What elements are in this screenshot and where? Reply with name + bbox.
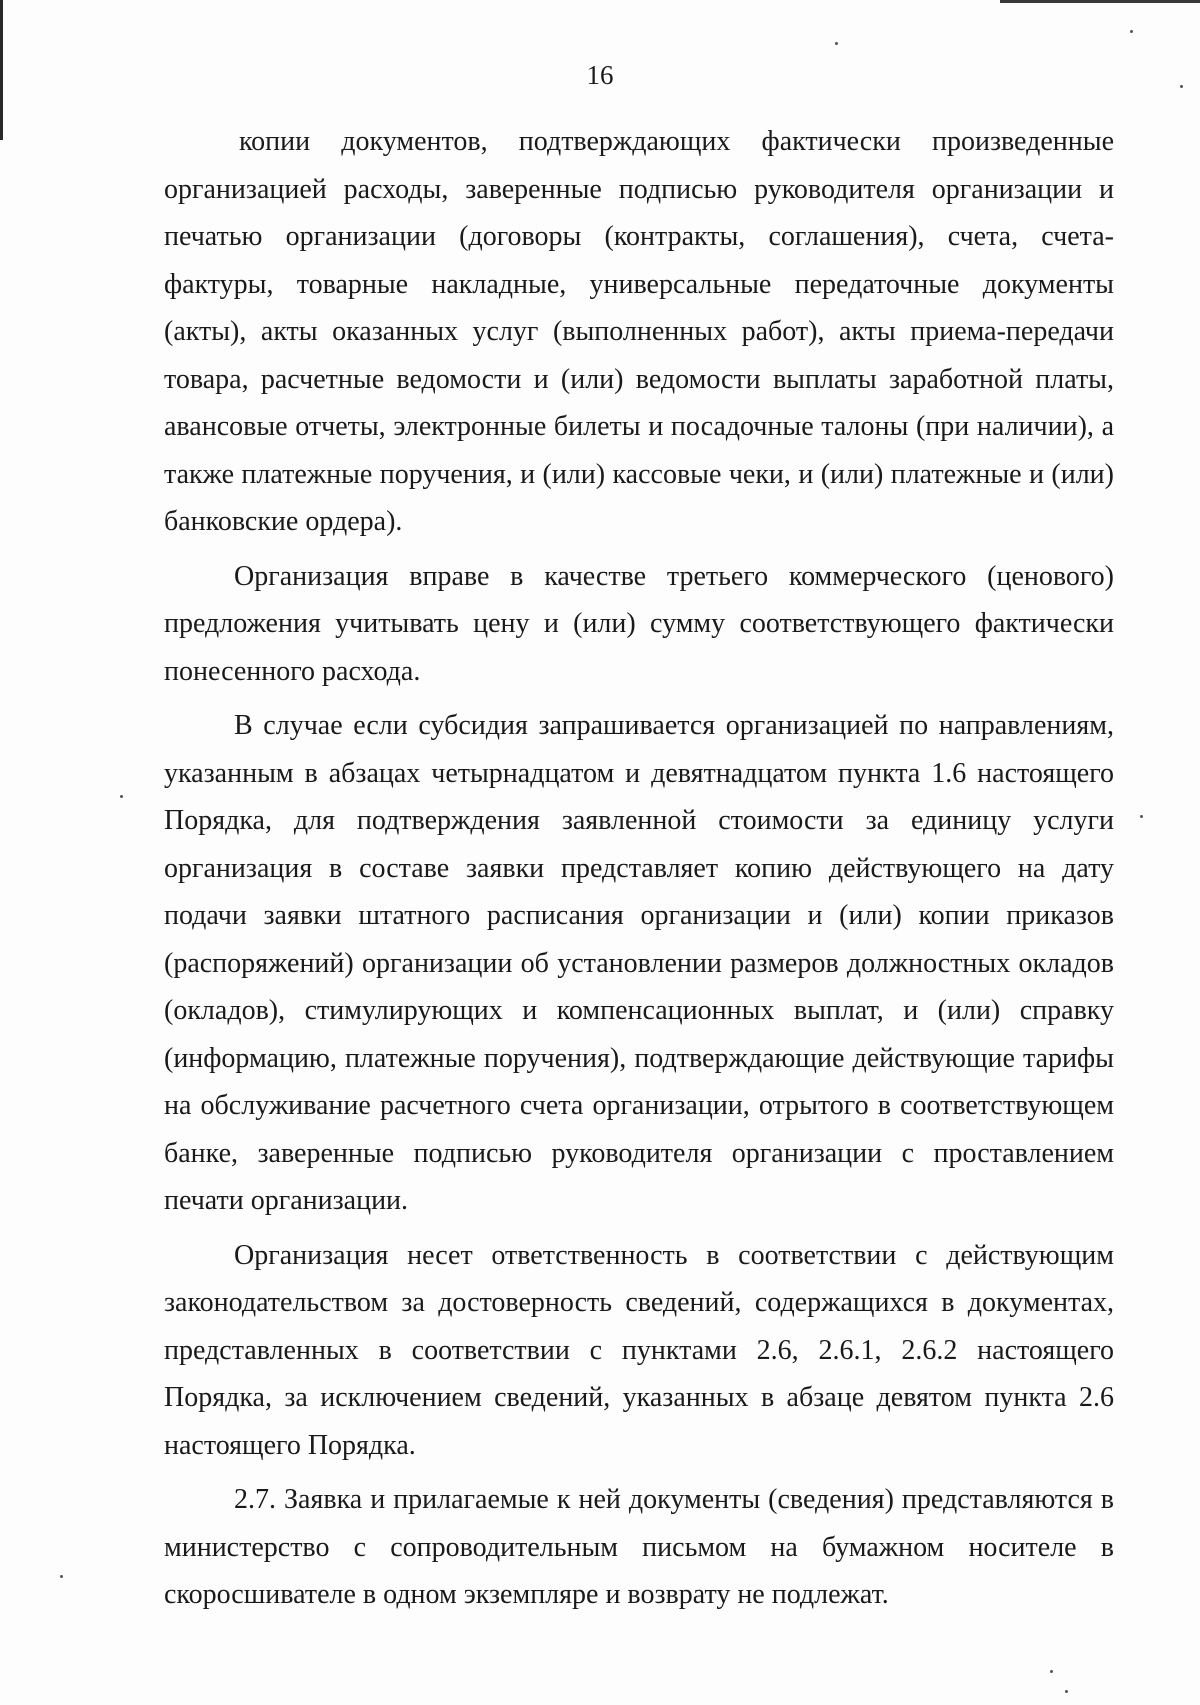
paragraph: В случае если субсидия запрашивается организацией по направлениям, указанным в абзацах четырнадцатом и девятнадцатом пункта 1.6 настоящего Порядка, для подтверждения заявленной стоимости за единицу услуги организация в составе заявки представляет копию действующего на дату подачи заявки штатного расписания организации и (или) копии приказов (распоряжений) организации об установлении размеров должностных окладов (окладов), стимулирующих и компенсационных выплат, и (или) справку (информацию, платежные поручения), подтверждающие действующие тарифы на обслуживание расчетного счета организации, отрытого в соответствующем банке, заверенные подписью руководителя организации с проставлением печати организации. [164,710,1114,1216]
scan-speck [1140,815,1143,818]
scan-top-rule [1000,0,1200,3]
paragraph: 2.7. Заявка и прилагаемые к ней документы (сведения) представляются в министерство с сопроводительным письмом на бумажном носителе в скоросшивателе в одном экземпляре и возврату не подлежат. [164,1484,1114,1610]
document-body [164,118,1114,1626]
scan-speck [1180,85,1183,88]
scan-speck [835,42,838,45]
scan-speck [1130,30,1133,33]
paragraph: копии документов, подтверждающих фактически произведенные организацией расходы, заверенные подписью руководителя организации и печатью организации (договоры (контракты, соглашения), счета, счета-фактуры, товарные накладные, универсальные передаточные документы (акты), акты оказанных услуг (выполненных работ), акты приема-передачи товара, расчетные ведомости и (или) ведомости выплаты заработной платы, авансовые отчеты, электронные билеты и посадочные талоны (при наличии), а также платежные поручения, и (или) кассовые чеки, и (или) платежные и (или) банковские ордера). [164,126,1114,537]
paragraph: Организация несет ответственность в соответствии с действующим законодательством за достоверность сведений, содержащихся в документах, представленных в соответствии с пунктами 2.6, 2.6.1, 2.6.2 настоящего Порядка, за исключением сведений, указанных в абзаце девятом пункта 2.6 настоящего Порядка. [164,1239,1114,1461]
paragraph: Организация вправе в качестве третьего коммерческого (ценового) предложения учитывать цену и (или) сумму соответствующего фактически понесенного расхода. [164,560,1114,687]
scan-speck [60,1575,63,1578]
scan-speck [120,795,123,798]
scan-speck [1050,1670,1053,1673]
scan-speck [1065,1690,1068,1693]
page-number: 16 [586,60,614,90]
